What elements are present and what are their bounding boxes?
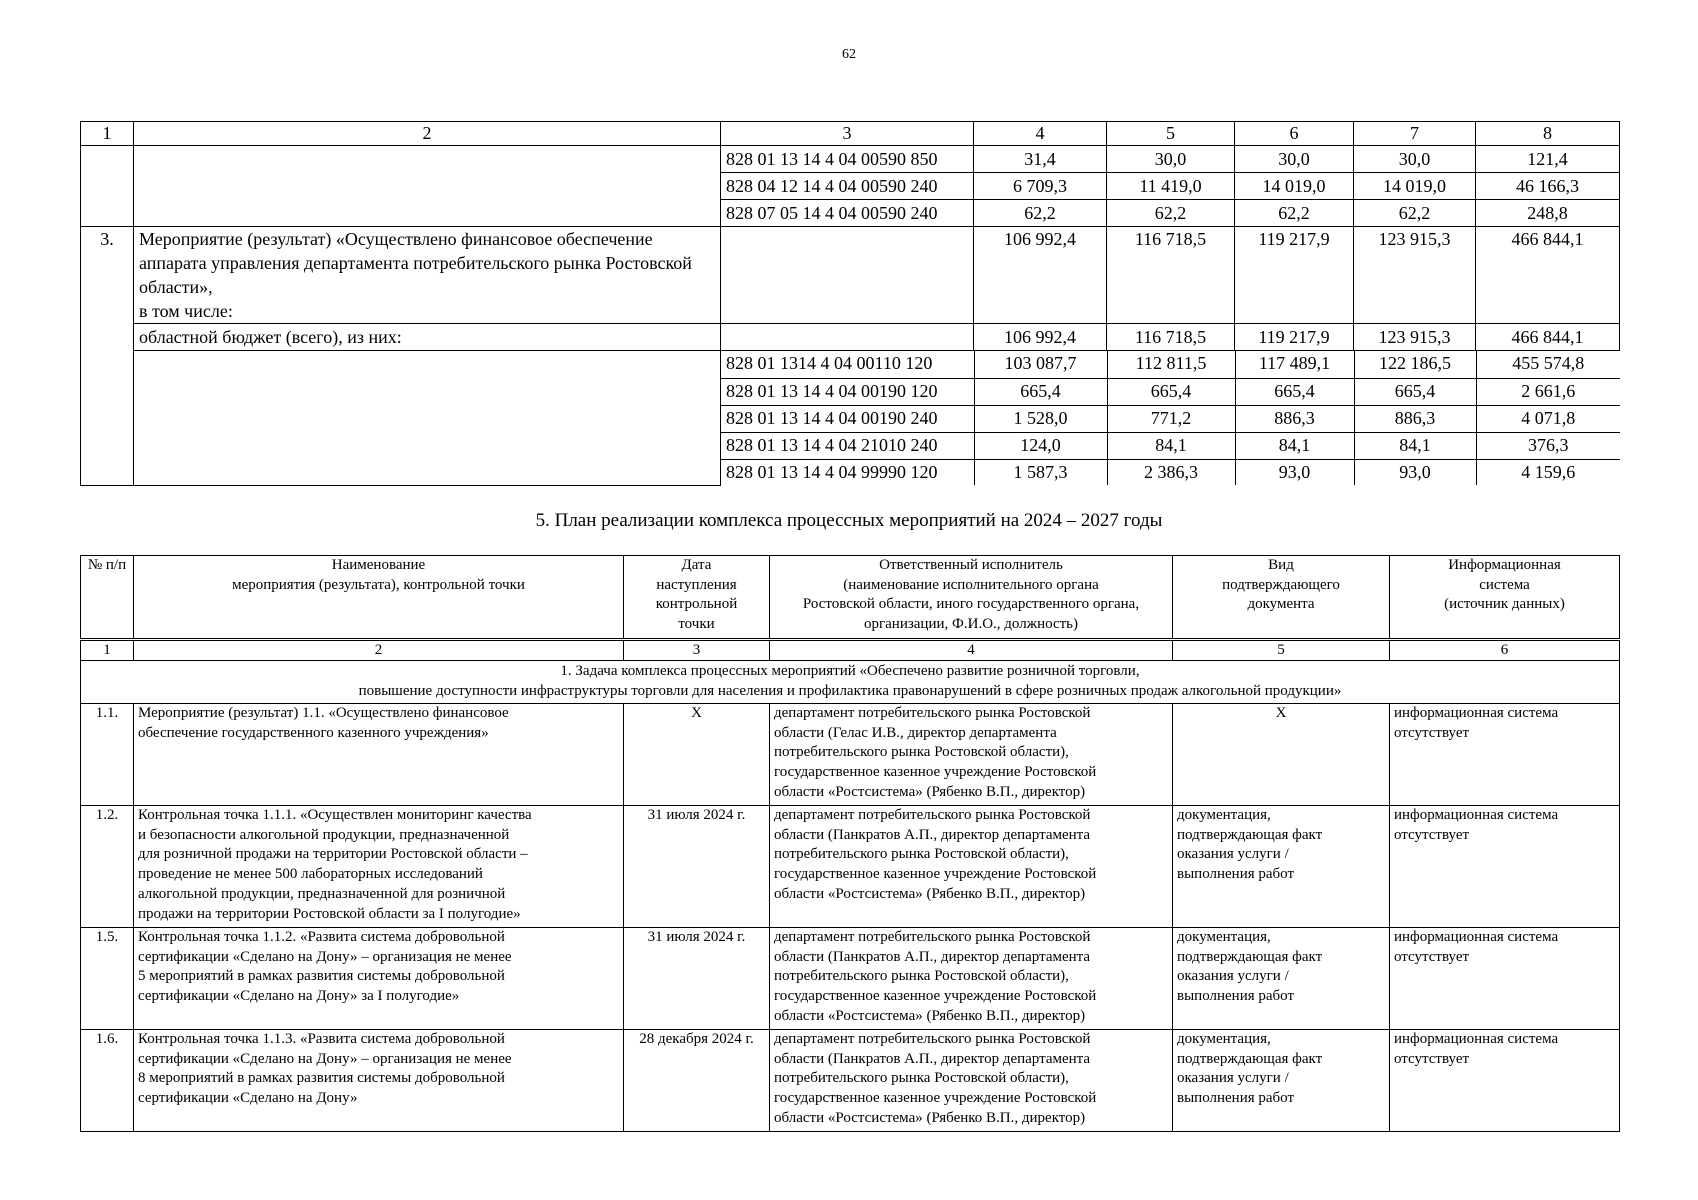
table-row: [81, 146, 1620, 173]
value-cell: 116 718,5: [1107, 227, 1235, 324]
page-number: 62: [842, 47, 856, 62]
table-row: [721, 459, 1620, 485]
value-cell: 93,0: [1354, 459, 1476, 485]
value-cell: 31,4: [974, 146, 1107, 173]
total-cell: 466 844,1: [1476, 227, 1620, 324]
row-responsible: департамент потребительского рынка Ростовской области (Гелас И.В., директор департамента потребительского рынка Ростовской области), государственное казенное учреждение Ростовской области «Ростсистема» (Рябенко В.П., директор): [770, 704, 1173, 806]
budget-code: 828 01 1314 4 04 00110 120: [721, 351, 974, 378]
header-document: Вид подтверждающего документа: [1173, 556, 1390, 640]
row-number: 1.5.: [81, 928, 134, 1030]
table-row: [721, 351, 1620, 378]
row-name: Контрольная точка 1.1.2. «Развита система добровольной сертификации «Сделано на Дону» – организация не менее 5 мероприятий в рамках развития системы добровольной сертификации «Сделано на Дону» за I полугодие»: [134, 928, 624, 1030]
total-cell: 121,4: [1476, 146, 1620, 173]
regional-budget-label: областной бюджет (всего), из них:: [134, 324, 721, 351]
value-cell: 665,4: [974, 378, 1107, 405]
row-document: документация, подтверждающая факт оказания услуги / выполнения работ: [1173, 806, 1390, 928]
value-cell: 886,3: [1354, 405, 1476, 432]
row-number: 1.2.: [81, 806, 134, 928]
row-info-system: информационная система отсутствует: [1390, 704, 1620, 806]
budget-code: 828 01 13 14 4 04 00190 240: [721, 405, 974, 432]
table-row: [81, 704, 1620, 806]
row-responsible: департамент потребительского рынка Ростовской области (Панкратов А.П., директор департамента потребительского рынка Ростовской области), государственное казенное учреждение Ростовской области «Ростсистема» (Рябенко В.П., директор): [770, 1030, 1173, 1132]
row-name: Контрольная точка 1.1.1. «Осуществлен мониторинг качества и безопасности алкогольной продукции, предназначенной для розничной продажи на территории Ростовской области – проведение не менее 500 лабораторных исследований алкогольной продукции, предназначенной для розничной продажи на территории Ростовской области за I полугодие»: [134, 806, 624, 928]
item-name-text: Мероприятие (результат) «Осуществлено финансовое обеспечение аппарата управления департамента потребительского рынка Ростовской области»,: [139, 229, 692, 297]
budget-code: 828 01 13 14 4 04 00590 850: [721, 146, 974, 173]
empty-cell: [721, 227, 974, 324]
task-title: 1. Задача комплекса процессных мероприятий «Обеспечено развитие розничной торговли, повышение доступности инфраструктуры торговли для населения и профилактика правонарушений в сфере розничных продаж алкогольной продукции»: [81, 661, 1620, 704]
budget-code: 828 04 12 14 4 04 00590 240: [721, 173, 974, 200]
plan-table: [80, 555, 1620, 1132]
value-cell: 665,4: [1107, 378, 1235, 405]
header-responsible: Ответственный исполнитель (наименование исполнительного органа Ростовской области, иного государственного органа, организации, Ф.И.О., должность): [770, 556, 1173, 640]
table-row: [721, 378, 1620, 405]
col-number: 4: [974, 122, 1107, 146]
value-cell: 62,2: [974, 200, 1107, 227]
row-date: 28 декабря 2024 г.: [624, 1030, 770, 1132]
table-row: [721, 432, 1620, 459]
value-cell: 2 386,3: [1107, 459, 1235, 485]
col-number: 3: [624, 640, 770, 661]
empty-cell: [134, 351, 721, 486]
value-cell: 62,2: [1354, 200, 1476, 227]
value-cell: 771,2: [1107, 405, 1235, 432]
row-number: 1.1.: [81, 704, 134, 806]
row-info-system: информационная система отсутствует: [1390, 806, 1620, 928]
value-cell: 6 709,3: [974, 173, 1107, 200]
value-cell: 14 019,0: [1354, 173, 1476, 200]
table-row-item-3: [81, 227, 1620, 324]
column-number-row: [81, 640, 1620, 661]
budget-code: 828 07 05 14 4 04 00590 240: [721, 200, 974, 227]
col-number: 5: [1107, 122, 1235, 146]
value-cell: 62,2: [1235, 200, 1354, 227]
col-number: 1: [81, 122, 134, 146]
value-cell: 30,0: [1235, 146, 1354, 173]
table-row: [81, 806, 1620, 928]
budget-code: 828 01 13 14 4 04 21010 240: [721, 432, 974, 459]
row-date: 31 июля 2024 г.: [624, 806, 770, 928]
row-document: X: [1173, 704, 1390, 806]
value-cell: 665,4: [1354, 378, 1476, 405]
value-cell: 84,1: [1354, 432, 1476, 459]
empty-cell: [721, 324, 974, 351]
col-number: 6: [1390, 640, 1620, 661]
col-number: 8: [1476, 122, 1620, 146]
value-cell: 103 087,7: [974, 351, 1107, 378]
total-cell: 248,8: [1476, 200, 1620, 227]
col-number: 7: [1354, 122, 1476, 146]
row-number: 3.: [81, 227, 134, 486]
value-cell: 84,1: [1235, 432, 1354, 459]
total-cell: 2 661,6: [1476, 378, 1620, 405]
value-cell: 106 992,4: [974, 227, 1107, 324]
row-name: Мероприятие (результат) 1.1. «Осуществлено финансовое обеспечение государственного казенного учреждения»: [134, 704, 624, 806]
value-cell: 123 915,3: [1354, 324, 1476, 351]
col-number: 1: [81, 640, 134, 661]
header-name: Наименование мероприятия (результата), контрольной точки: [134, 556, 624, 640]
row-info-system: информационная система отсутствует: [1390, 928, 1620, 1030]
col-number: 3: [721, 122, 974, 146]
table-header-row: [81, 556, 1620, 640]
table-row: [721, 405, 1620, 432]
col-number: 2: [134, 640, 624, 661]
value-cell: 1 587,3: [974, 459, 1107, 485]
value-cell: 119 217,9: [1235, 227, 1354, 324]
value-cell: 122 186,5: [1354, 351, 1476, 378]
row-document: документация, подтверждающая факт оказания услуги / выполнения работ: [1173, 1030, 1390, 1132]
value-cell: 112 811,5: [1107, 351, 1235, 378]
header-info-system: Информационная система (источник данных): [1390, 556, 1620, 640]
table-row: [81, 1030, 1620, 1132]
budget-code: 828 01 13 14 4 04 00190 120: [721, 378, 974, 405]
value-cell: 62,2: [1107, 200, 1235, 227]
value-cell: 119 217,9: [1235, 324, 1354, 351]
value-cell: 11 419,0: [1107, 173, 1235, 200]
row-number: 1.6.: [81, 1030, 134, 1132]
value-cell: 123 915,3: [1354, 227, 1476, 324]
table-row-regional-budget: [81, 324, 1620, 351]
empty-cell: [134, 146, 721, 227]
total-cell: 4 071,8: [1476, 405, 1620, 432]
item-name-subtext: в том числе:: [139, 301, 233, 321]
header-date: Дата наступления контрольной точки: [624, 556, 770, 640]
row-date: X: [624, 704, 770, 806]
value-cell: 1 528,0: [974, 405, 1107, 432]
total-cell: 455 574,8: [1476, 351, 1620, 378]
budget-table: [80, 121, 1620, 486]
value-cell: 84,1: [1107, 432, 1235, 459]
codes-subtable: [721, 351, 1620, 485]
value-cell: 124,0: [974, 432, 1107, 459]
value-cell: 117 489,1: [1235, 351, 1354, 378]
total-cell: 4 159,6: [1476, 459, 1620, 485]
col-number: 6: [1235, 122, 1354, 146]
table-row-codes: [81, 351, 1620, 486]
budget-code: 828 01 13 14 4 04 99990 120: [721, 459, 974, 485]
value-cell: 93,0: [1235, 459, 1354, 485]
value-cell: 106 992,4: [974, 324, 1107, 351]
value-cell: 30,0: [1107, 146, 1235, 173]
col-number: 2: [134, 122, 721, 146]
section-title: 5. План реализации комплекса процессных мероприятий на 2024 – 2027 годы: [535, 510, 1163, 531]
value-cell: 14 019,0: [1235, 173, 1354, 200]
col-number: 4: [770, 640, 1173, 661]
empty-cell: [81, 146, 134, 227]
row-date: 31 июля 2024 г.: [624, 928, 770, 1030]
row-responsible: департамент потребительского рынка Ростовской области (Панкратов А.П., директор департамента потребительского рынка Ростовской области), государственное казенное учреждение Ростовской области «Ростсистема» (Рябенко В.П., директор): [770, 806, 1173, 928]
col-number: 5: [1173, 640, 1390, 661]
table-header-row: [81, 122, 1620, 146]
total-cell: 46 166,3: [1476, 173, 1620, 200]
total-cell: 376,3: [1476, 432, 1620, 459]
row-responsible: департамент потребительского рынка Ростовской области (Панкратов А.П., директор департамента потребительского рынка Ростовской области), государственное казенное учреждение Ростовской области «Ростсистема» (Рябенко В.П., директор): [770, 928, 1173, 1030]
header-number: № п/п: [81, 556, 134, 640]
row-name: Контрольная точка 1.1.3. «Развита система добровольной сертификации «Сделано на Дону» – организация не менее 8 мероприятий в рамках развития системы добровольной сертификации «Сделано на Дону»: [134, 1030, 624, 1132]
row-document: документация, подтверждающая факт оказания услуги / выполнения работ: [1173, 928, 1390, 1030]
table-row: [81, 928, 1620, 1030]
item-name: [134, 227, 721, 324]
total-cell: 466 844,1: [1476, 324, 1620, 351]
value-cell: 886,3: [1235, 405, 1354, 432]
value-cell: 30,0: [1354, 146, 1476, 173]
row-info-system: информационная система отсутствует: [1390, 1030, 1620, 1132]
value-cell: 665,4: [1235, 378, 1354, 405]
task-row: [81, 661, 1620, 704]
value-cell: 116 718,5: [1107, 324, 1235, 351]
codes-block: [721, 351, 1620, 486]
